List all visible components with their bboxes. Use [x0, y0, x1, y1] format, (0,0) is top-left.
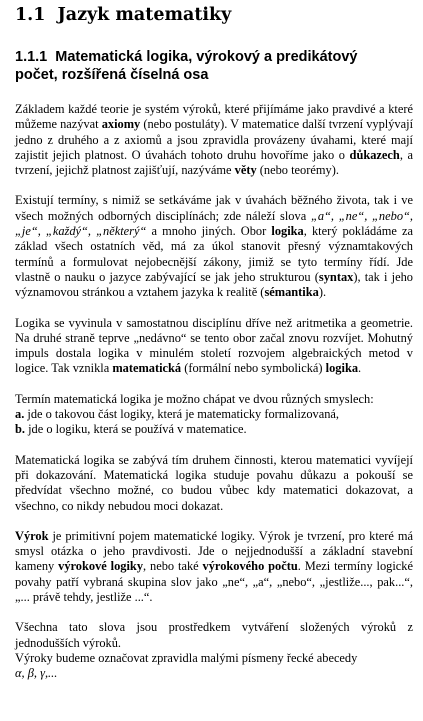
term-vyrokove-logiky: výrokové logiky [58, 559, 144, 574]
paragraph-proofs: Matematická logika se zabývá tím druhem činnosti, kterou matematici vyvíjejí při dokazování. Matematická logika studuje povahu důkazu a pokouší se předvídat všechno možné, co budou vůbec kdy matematici dokazovat, a všechno, co nikdy nebudou moci dokazat. [15, 452, 413, 513]
paragraph-statement: Výrok je primitivní pojem matematické logiky. Výrok je tvrzení, pro které má smysl otázka o jeho pravdivosti. Jde o nejjednodušší a základní stavební kameny výrokové logiky, nebo také výrokového počtu. Mezi termíny logické povahy patří vybraná skupina slov jako „ne“, „a“, „nebo“, „jestliže..., pak...“, „... právě tehdy, jestliže ...“. [15, 528, 414, 605]
term-dukazech: důkazech [349, 147, 400, 162]
subsection-heading [15, 48, 413, 84]
term-semantika: sémantika [264, 285, 319, 300]
section-heading [15, 2, 413, 26]
greek-letters: α, β, γ,... [15, 666, 58, 681]
document-page [15, 0, 413, 682]
term-syntax: syntax [318, 269, 354, 284]
paragraph-history: Logika se vyvinula v samostatnou disciplínu dříve než aritmetika a geometrie. Na druhé straně teprve „nedávno“ se tento obor začal znovu rozvíjet. Mohutný impuls dostala logika v minulém století rozvojem algebraických metod v logice. Tak vznikla matematická (formální nebo symbolická) logika. [15, 315, 413, 376]
term-logika: logika [271, 224, 304, 239]
paragraph-axioms: Základem každé teorie je systém výroků, které přijímáme jako pravdivé a které můžeme nazývat axiomy (nebo postuláty). V matematice další tvrzení vyplývají jedno z druhého a z axiomů a jsou zpravidla provázeny úvahami, které mají zajistit jejich platnost. O úvahách tohoto druhu hovoříme jako o důkazech, a tvrzení, jejichž platnost zajišťují, nazýváme věty (nebo teorémy). [15, 102, 414, 178]
section-number: 1.1 [15, 5, 46, 25]
compound-sentence: Všechna tato slova jsou prostředkem vytváření složených výroků z jednodušších výroků. [15, 620, 413, 650]
section-title: Jazyk matematiky [57, 5, 232, 25]
paragraph-logic-terms: Existují termíny, s nimiž se setkáváme jak v úvahách běžného života, tak i ve všech možných odborných disciplínách; zde náleží slova „a“, „ne“, „nebo“, „je“, „každý“, „některý“ a mnoho jiných. Obor logika, který pokládáme za základ všech ostatních věd, má za úkol stanovit přesný významtakových termínů a formulovat nejobecnější zákony, jimiž se tyto termíny řídí. Jde vlastně o nauku o jazyce zabývající se jak jeho strukturou (syntax), tak i jeho významovou stránkou a vztahem jazyka k realitě (sémantika). [15, 193, 413, 300]
term-vyrok: Výrok [15, 528, 49, 543]
term-vety: věty [234, 163, 257, 178]
term-vyrokoveho-poctu: výrokového počtu [202, 559, 298, 574]
term-axiomy: axiomy [101, 117, 141, 132]
term-matematicka: matematická [112, 361, 182, 376]
subsection-title-line-1: 1.1.1 Matematická logika, výrokový a predikátový [15, 49, 358, 65]
two-meanings-intro: Termín matematická logika je možno chápat ve dvou různých smyslech: [15, 391, 374, 406]
paragraph-compound [15, 620, 413, 681]
list-item-a: a. jde o takovou část logiky, která je matematicky formalizovaná, [15, 407, 339, 422]
paragraph-two-meanings [15, 392, 413, 438]
subsection-number: 1.1.1 [15, 49, 48, 65]
italic-words: „a“, „ne“, „nebo“, „je“, „každý“, „některý“ [15, 208, 413, 239]
subsection-title-line-2: počet, rozšířená číselná osa [15, 67, 209, 83]
notation-sentence: Výroky budeme označovat zpravidla malými písmeny řecké abecedy [15, 650, 358, 665]
list-item-b: b. jde o logiku, která se používá v matematice. [15, 422, 247, 437]
term-logika-2: logika [325, 361, 359, 376]
